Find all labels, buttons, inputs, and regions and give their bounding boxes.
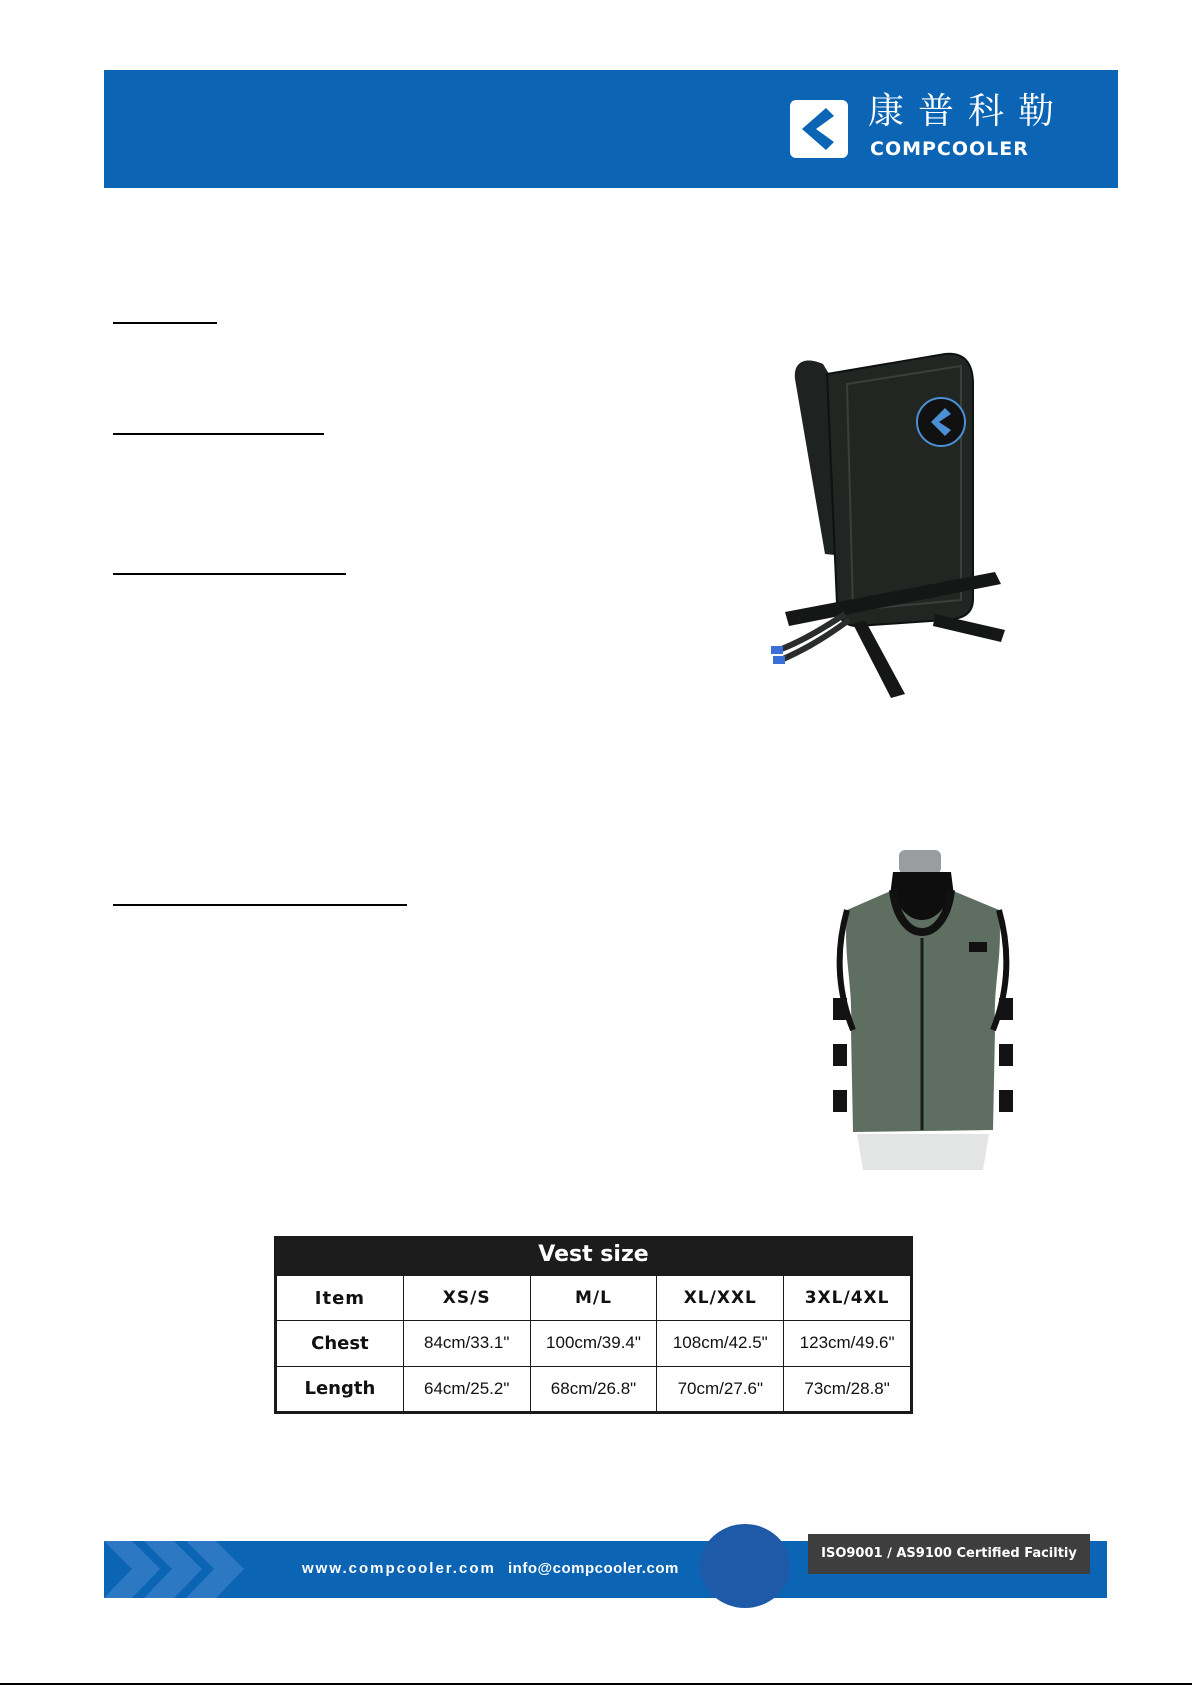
section-underline [113, 322, 217, 324]
table-header-cell: XL/XXL [657, 1276, 784, 1321]
table-cell: 68cm/26.8" [530, 1366, 657, 1411]
table-row-label: Length [277, 1366, 404, 1411]
cooling-vest-image [823, 850, 1023, 1172]
table-row [277, 1366, 911, 1411]
compcooler-logo-icon [790, 100, 848, 158]
header-banner [104, 70, 1118, 188]
table-cell: 70cm/27.6" [657, 1366, 784, 1411]
table-cell: 64cm/25.2" [403, 1366, 530, 1411]
chevron-decoration-icon [104, 1541, 274, 1598]
size-table-grid [276, 1275, 911, 1412]
website-link[interactable]: www.compcooler.com [302, 1560, 496, 1577]
table-header-cell: XS/S [403, 1276, 530, 1321]
table-row [277, 1321, 911, 1366]
table-cell: 84cm/33.1" [403, 1321, 530, 1366]
brand-name-chinese: 康普科勒 [868, 91, 1069, 132]
table-cell: 100cm/39.4" [530, 1321, 657, 1366]
brand-name-english: COMPCOOLER [870, 138, 1029, 160]
table-header-cell: Item [277, 1276, 404, 1321]
section-underline [113, 433, 324, 435]
table-header-cell: 3XL/4XL [784, 1276, 911, 1321]
page-badge-circle [700, 1524, 790, 1608]
vest-size-table [274, 1236, 913, 1414]
section-underline [113, 573, 346, 575]
table-header-row [277, 1276, 911, 1321]
table-header-cell: M/L [530, 1276, 657, 1321]
certification-badge: ISO9001 ∕ AS9100 Certified Faciltiy [808, 1534, 1090, 1574]
section-underline [113, 904, 407, 906]
table-cell: 73cm/28.8" [784, 1366, 911, 1411]
table-cell: 123cm/49.6" [784, 1321, 911, 1366]
size-table-title: Vest size [276, 1238, 911, 1275]
table-cell: 108cm/42.5" [657, 1321, 784, 1366]
cooling-backpack-image [765, 344, 1027, 698]
email-link[interactable]: info@compcooler.com [508, 1560, 679, 1577]
table-row-label: Chest [277, 1321, 404, 1366]
